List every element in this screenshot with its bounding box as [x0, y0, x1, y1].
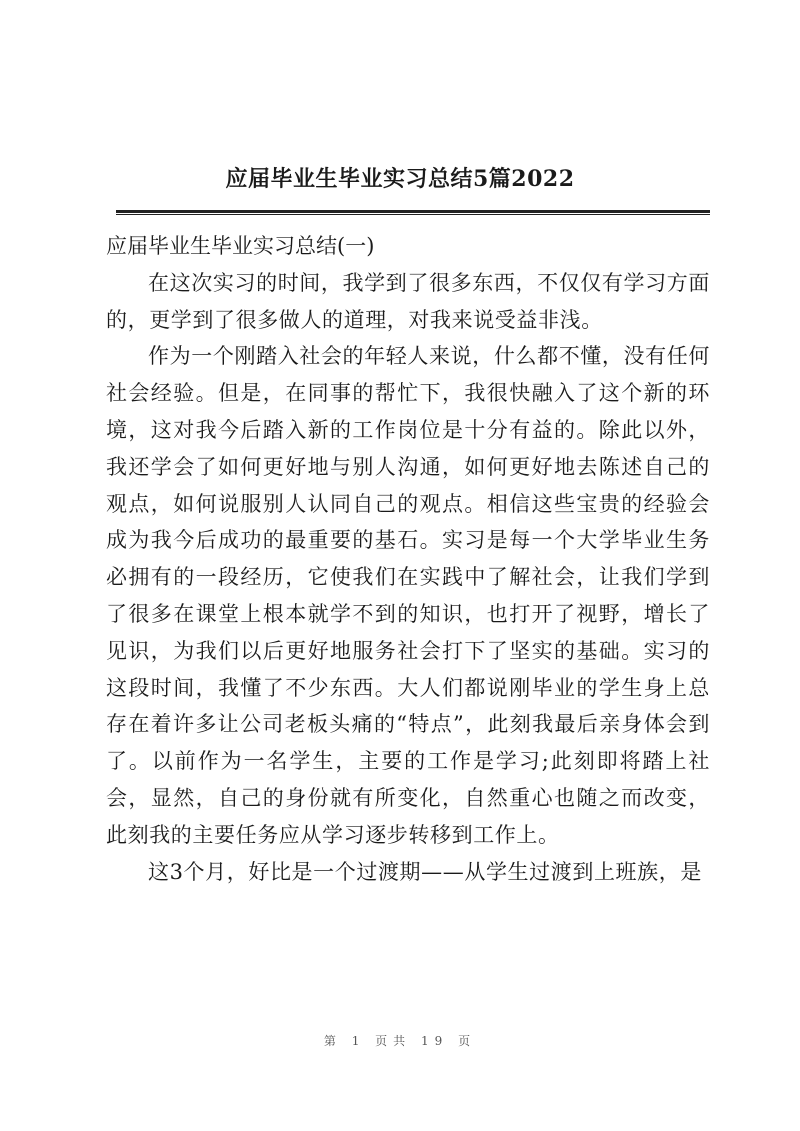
paragraph: 作为一个刚踏入社会的年轻人来说，什么都不懂，没有任何社会经验。但是，在同事的帮忙下，我很快融入了这个新的环境，这对我今后踏入新的工作岗位是十分有益的。除此以外，我还学会了如何更好地与别人沟通，如何更好地去陈述自己的观点，如何说服别人认同自己的观点。相信这些宝贵的经验会成为我今后成功的最重要的基石。实习是每一个大学毕业生务必拥有的一段经历，它使我们在实践中了解社会，让我们学到了很多在课堂上根本就学不到的知识，也打开了视野，增长了见识，为我们以后更好地服务社会打下了坚实的基础。实习的这段时间，我懂了不少东西。大人们都说刚毕业的学生身上总存在着许多让公司老板头痛的“特点”，此刻我最后亲身体会到了。以前作为一名学生，主要的工作是学习;此刻即将踏上社会，显然，自己的身份就有所变化，自然重心也随之而改变，此刻我的主要任务应从学习逐步转移到工作上。 — [106, 344, 710, 847]
document-body — [106, 228, 710, 890]
section-heading: 应届毕业生毕业实习总结(一) — [106, 234, 375, 258]
title-divider — [116, 210, 710, 215]
document-title: 应届毕业生毕业实习总结5篇2022 — [225, 166, 575, 192]
page-number: 第 1 页共 19 页 — [323, 1034, 477, 1048]
paragraph: 这3个月，好比是一个过渡期——从学生过渡到上班族，是 — [148, 859, 702, 884]
paragraph: 在这次实习的时间，我学到了很多东西，不仅仅有学习方面的，更学到了很多做人的道理，对我来说受益非浅。 — [106, 270, 710, 332]
